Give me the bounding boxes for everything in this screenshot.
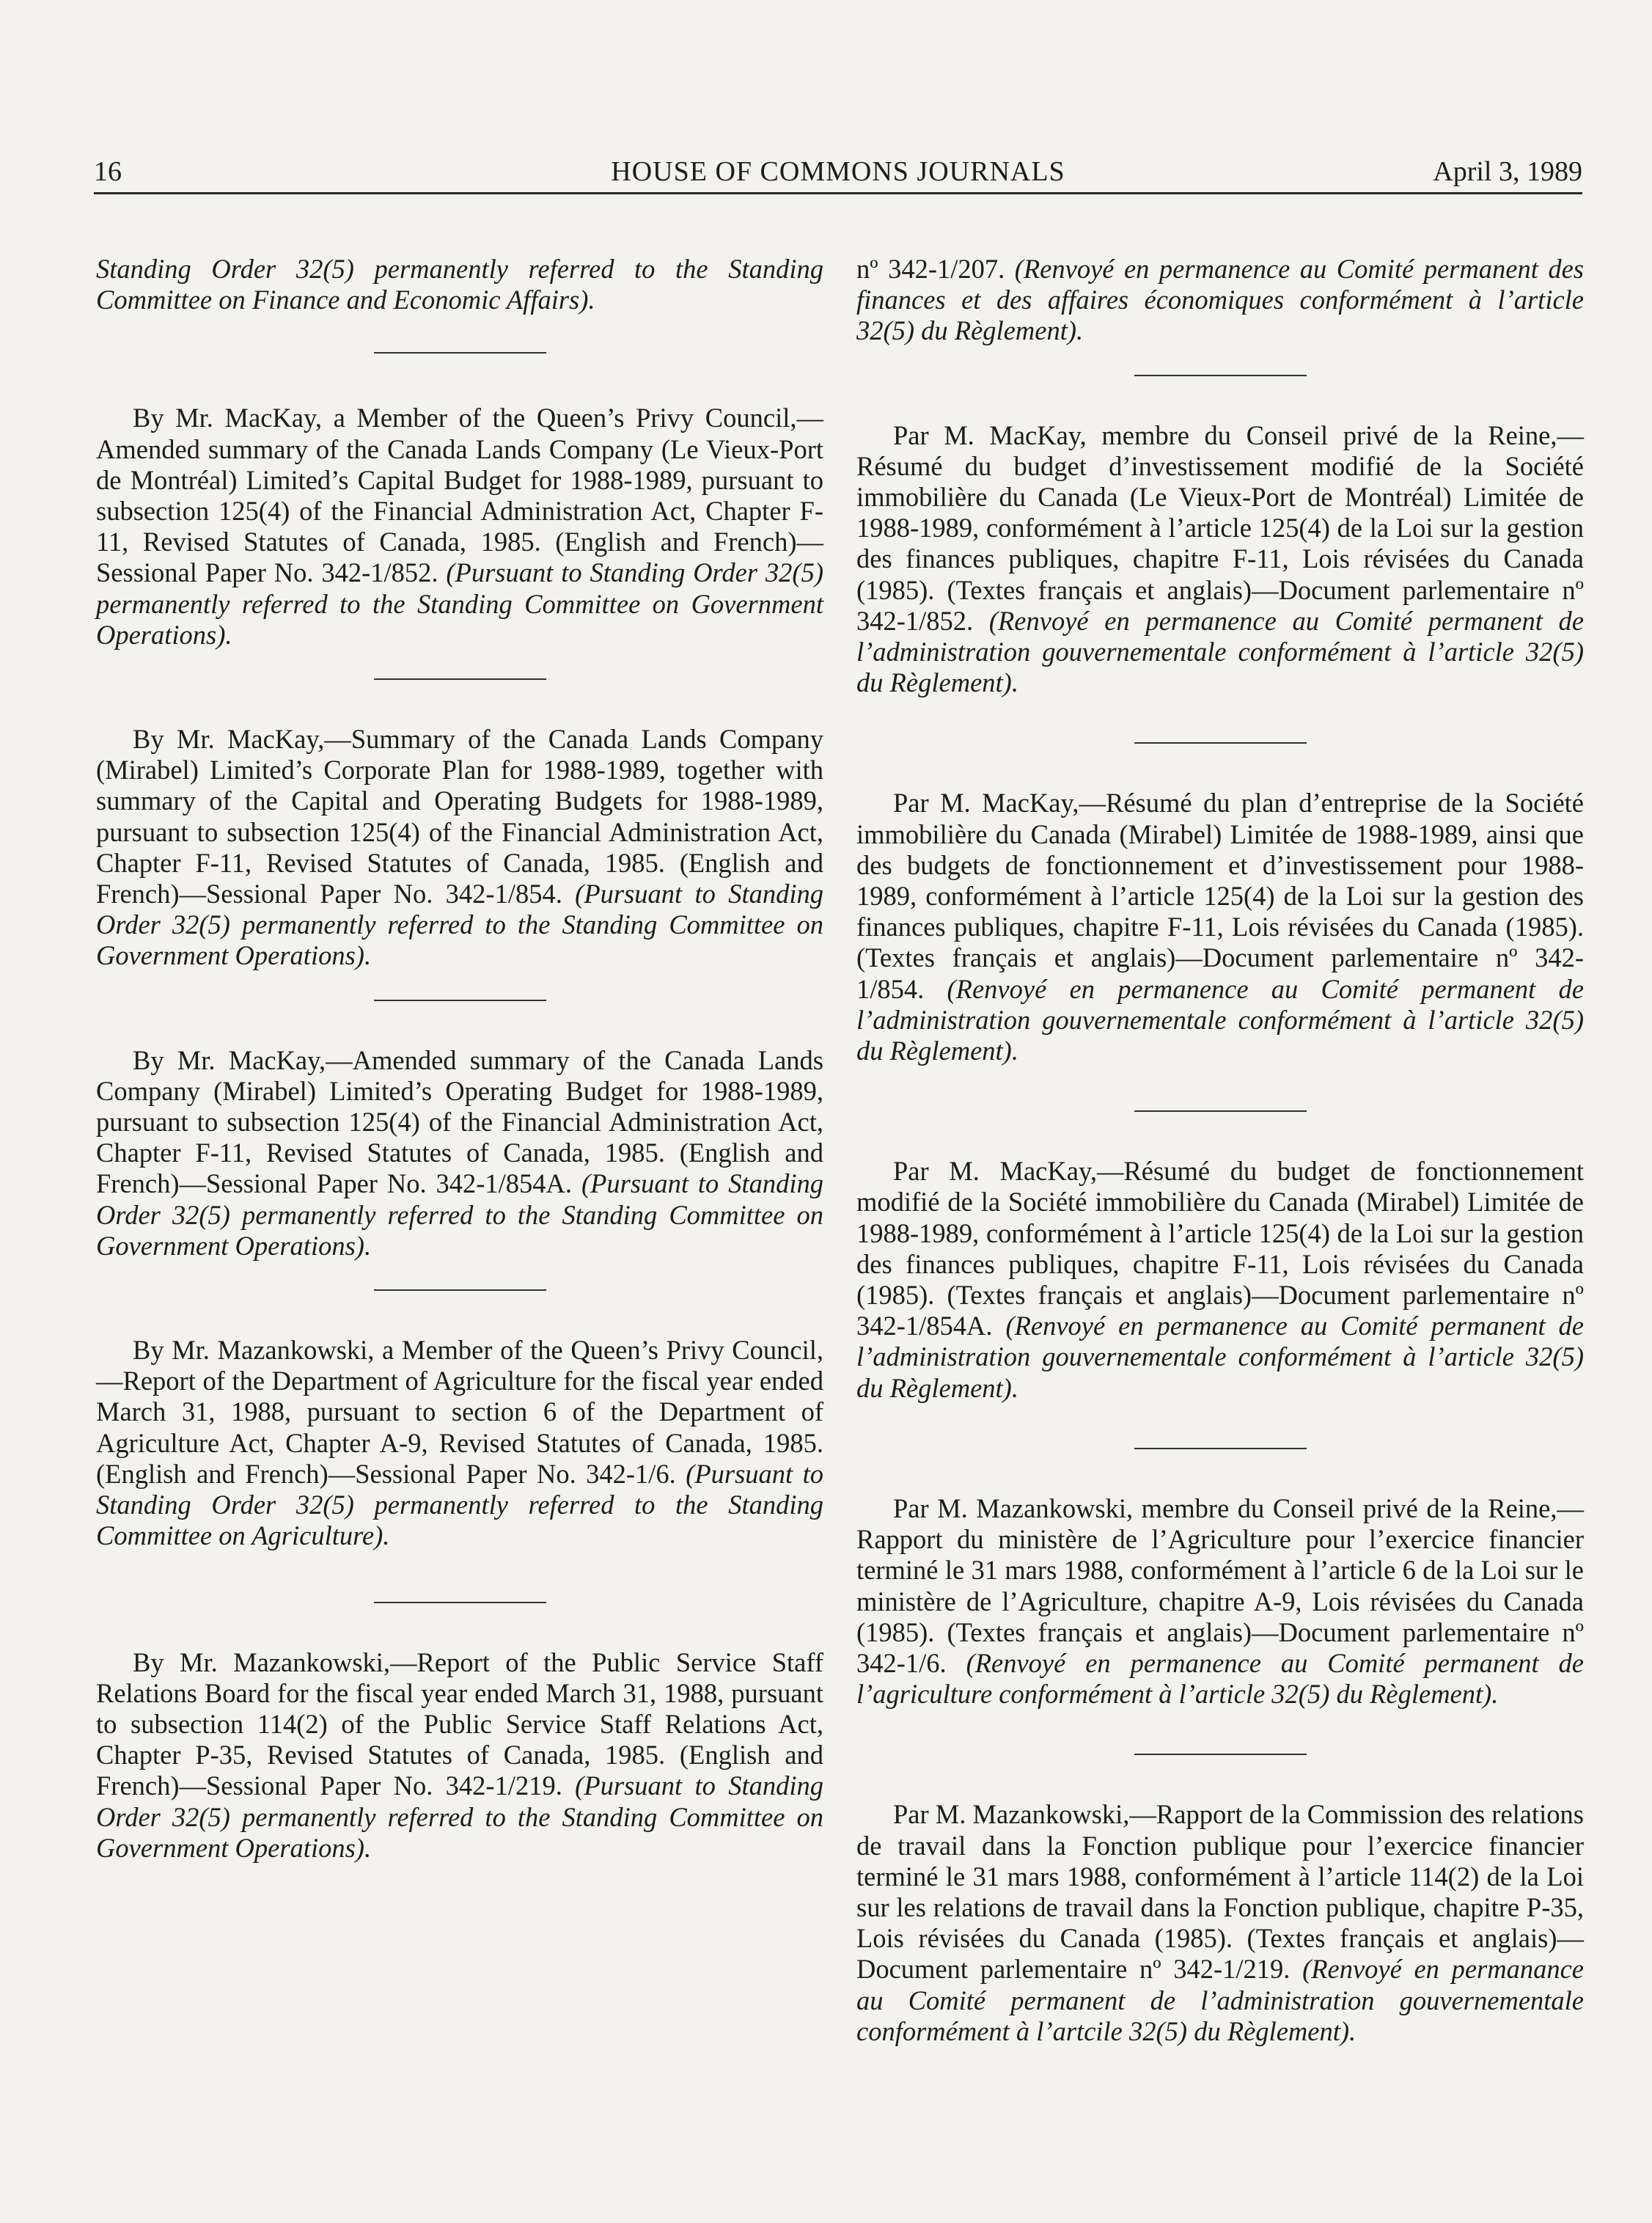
entry-paragraph — [856, 788, 1584, 1066]
section-divider — [374, 1000, 546, 1001]
entry-continuation — [856, 254, 1584, 347]
section-divider — [374, 1289, 546, 1291]
entry-intro: By Mr. Mazankowski, a Member of the Queen’s Privy Council,—Report of the Department of Agriculture for the fiscal year ended March 31, 1988, pursuant to section 6 of the Department of Agriculture Act, Chapter A-9, Revised Statutes of Canada, 1985. (English and French)—Sessional Paper No. 342-1/6. — [96, 1335, 823, 1489]
section-divider — [1134, 375, 1307, 376]
english-column — [96, 254, 823, 1864]
entry-paragraph — [856, 1799, 1584, 2047]
section-divider — [1134, 1754, 1307, 1755]
entry-referral: (Renvoyé en permanence au Comité permanent de l’administration gouvernementale conformément à l’article 32(5) du Règlement). — [856, 1311, 1585, 1403]
entry-intro: Par M. MacKay,—Résumé du budget de fonctionnement modifié de la Société immobilière du Canada (Mirabel) Limitée de 1988-1989, conformément à l’article 125(4) de la Loi sur la gestion des finances publiques, chapitre F-11, Lois révisées du Canada (1985). (Textes français et anglais)—Document parlementaire nº 342-1/854A. — [856, 1156, 1584, 1341]
entry-intro: By Mr. MacKay,—Amended summary of the Canada Lands Company (Mirabel) Limited’s Operating Budget for 1988-1989, pursuant to subsection 125(4) of the Financial Administration Act, Chapter F-11, Revised Statutes of Canada, 1985. (English and French)—Sessional Paper No. 342-1/854A. — [96, 1044, 823, 1199]
entry-referral: (Pursuant to Standing Order 32(5) permanently referred to the Standing Committee on Agriculture). — [96, 1458, 823, 1551]
entry-referral: (Renvoyé en permanence au Comité permanent de l’agriculture conformément à l’article 32(5) du Règlement). — [856, 1647, 1585, 1710]
entry-intro: By Mr. MacKay, a Member of the Queen’s Privy Council,—Amended summary of the Canada Lands Company (Le Vieux-Port de Montréal) Limited’s Capital Budget for 1988-1989, pursuant to subsection 125(4) of the Financial Administration Act, Chapter F-11, Revised Statutes of Canada, 1985. (English and French)—Sessional Paper No. 342-1/852. — [96, 403, 823, 588]
entry-paragraph — [96, 1335, 823, 1551]
entry-paragraph — [856, 420, 1584, 699]
entry-paragraph — [96, 1045, 823, 1261]
running-header — [94, 150, 1582, 194]
french-column — [856, 254, 1584, 2047]
entry-intro: nº 342-1/207. — [856, 254, 1015, 284]
entry-referral: (Pursuant to Standing Order 32(5) permanently referred to the Standing Committee on Government Operations). — [96, 1168, 823, 1261]
entry-intro: By Mr. MacKay,—Summary of the Canada Lands Company (Mirabel) Limited’s Corporate Plan for 1988-1989, together with summary of the Capital and Operating Budgets for 1988-1989, pursuant to subsection 125(4) of the Financial Administration Act, Chapter F-11, Revised Statutes of Canada, 1985. (English and French)—Sessional Paper No. 342-1/854. — [96, 724, 823, 909]
journal-title: HOUSE OF COMMONS JOURNALS — [611, 156, 1065, 187]
entry-paragraph — [96, 1647, 823, 1864]
entry-referral: Standing Order 32(5) permanently referred to the Standing Committee on Finance and Economic Affairs). — [96, 254, 823, 315]
entry-paragraph — [96, 403, 823, 651]
entry-referral: (Renvoyé en permanence au Comité permanent de l’administration gouvernementale conformément à l’article 32(5) du Règlement). — [856, 605, 1585, 698]
entry-intro: Par M. MacKay,—Résumé du plan d’entreprise de la Société immobilière du Canada (Mirabel) Limitée de 1988-1989, ainsi que des budgets de fonctionnement et d’investissement pour 1988-1989, conformément à l’article 125(4) de la Loi sur la gestion des finances publiques, chapitre F-11, Lois révisées du Canada (1985). (Textes français et anglais)—Document parlementaire nº 342-1/854. — [856, 788, 1584, 1004]
entry-referral: (Renvoyé en permanance au Comité permanent de l’administration gouvernementale conformément à l’artcile 32(5) du Règlement). — [856, 1954, 1585, 2046]
entry-intro: Par M. MacKay, membre du Conseil privé de la Reine,—Résumé du budget d’investissement modifié de la Société immobilière du Canada (Le Vieux-Port de Montréal) Limitée de 1988-1989, conformément à l’article 125(4) de la Loi sur la gestion des finances publiques, chapitre F-11, Lois révisées du Canada (1985). (Textes français et anglais)—Document parlementaire nº 342-1/852. — [856, 420, 1584, 636]
section-divider — [1134, 1110, 1307, 1112]
entry-intro: Par M. Mazankowski,—Rapport de la Commission des relations de travail dans la Fonction publique pour l’exercice financier terminé le 31 mars 1988, conformément à l’article 114(2) de la Loi sur les relations de travail dans la Fonction publique, chapitre P-35, Lois révisées du Canada (1985). (Textes français et anglais)—Document parlementaire nº 342-1/219. — [856, 1799, 1584, 1985]
entry-paragraph — [96, 724, 823, 972]
section-divider — [1134, 742, 1307, 744]
entry-referral: (Pursuant to Standing Order 32(5) permanently referred to the Standing Committee on Government Operations). — [96, 879, 823, 971]
entry-referral: (Renvoyé en permanence au Comité permanent des finances et des affaires économiques conformément à l’article 32(5) du Règlement). — [856, 254, 1584, 346]
entry-paragraph — [856, 1156, 1584, 1404]
entry-referral: (Pursuant to Standing Order 32(5) permanently referred to the Standing Committee on Government Operations). — [96, 557, 823, 650]
section-divider — [1134, 1448, 1307, 1449]
section-divider — [374, 678, 546, 680]
section-divider — [374, 1602, 546, 1603]
entry-intro: By Mr. Mazankowski,—Report of the Public Service Staff Relations Board for the fiscal year ended March 31, 1988, pursuant to subsection 114(2) of the Public Service Staff Relations Act, Chapter P-35, Revised Statutes of Canada, 1985. (English and French)—Sessional Paper No. 342-1/219. — [96, 1647, 823, 1801]
entry-intro: Par M. Mazankowski, membre du Conseil privé de la Reine,—Rapport du ministère de l’Agriculture pour l’exercice financier terminé le 31 mars 1988, conformément à l’article 6 de la Loi sur le ministère de l’Agriculture, chapitre A-9, Lois révisées du Canada (1985). (Textes français et anglais)—Document parlementaire nº 342-1/6. — [856, 1493, 1584, 1678]
entry-referral: (Pursuant to Standing Order 32(5) permanently referred to the Standing Committee on Government Operations). — [96, 1770, 823, 1863]
entry-paragraph — [856, 1493, 1584, 1710]
section-divider — [374, 352, 546, 354]
entry-referral: (Renvoyé en permanence au Comité permanent de l’administration gouvernementale conformément à l’article 32(5) du Règlement). — [856, 973, 1584, 1066]
entry-continuation — [96, 254, 823, 315]
header-date: April 3, 1989 — [1433, 156, 1582, 187]
page-number: 16 — [94, 156, 122, 187]
